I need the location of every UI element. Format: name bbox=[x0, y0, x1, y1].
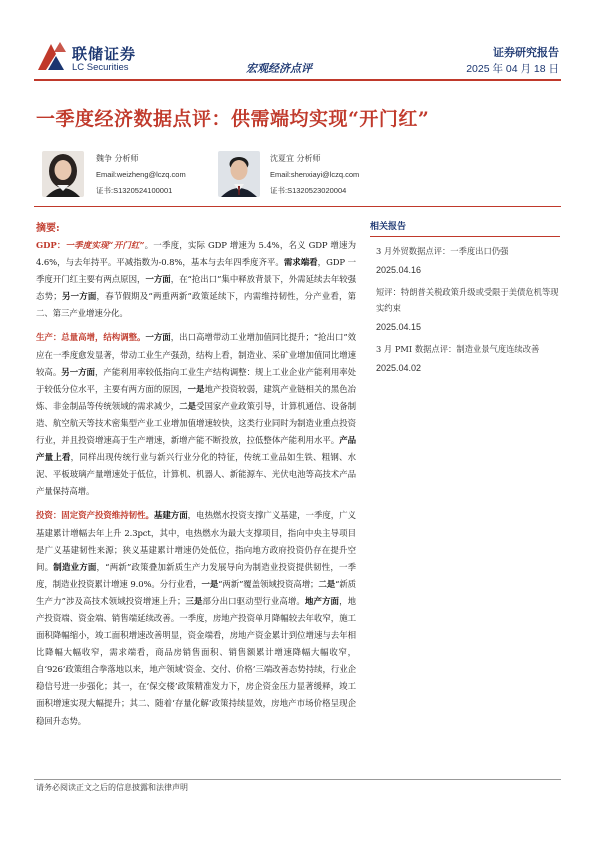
gdp-keyword: 一方面 bbox=[145, 274, 171, 285]
summary-section bbox=[36, 219, 356, 737]
related-report-date: 2025.04.02 bbox=[376, 363, 422, 373]
investment-text: “两新”覆盖领域投资高增； bbox=[218, 578, 319, 589]
related-report-item[interactable] bbox=[370, 284, 560, 332]
production-text: ，同样出现传统行业与新兴行业分化的特征，传统工业品如生铁、粗钢、水泥、平板玻璃产量增速处于低位，计算机、机器人、新能源车、光伏电池等高技术产品产量保持高增。 bbox=[36, 452, 356, 497]
investment-keyword: 地产方面 bbox=[304, 595, 340, 606]
analyst-photo-2 bbox=[218, 151, 260, 197]
paragraph-production bbox=[36, 329, 356, 500]
related-report-date: 2025.04.15 bbox=[376, 322, 422, 332]
analyst-email-1[interactable]: Email:weizheng@lczq.com bbox=[96, 170, 186, 179]
gdp-head-em: 一季度实现“开门红” bbox=[65, 240, 145, 250]
investment-text: 部分出口驱动型行业高增。 bbox=[202, 595, 305, 606]
investment-text: ，电热燃水投资支撑广义基建，一季度，广义基建累计增幅去年上升 2.3pct，其中，电热燃水为最大支撑项目，指向中央主导项目是广义基建韧性来源；狭义基建累计增速仍处低位，指向地方政府投资仍存在提升空间。 bbox=[36, 510, 356, 572]
investment-keyword: 制造业方面 bbox=[53, 561, 97, 572]
investment-keyword: 三是 bbox=[185, 595, 203, 606]
production-text: 地产投资较弱，建筑产业链相关的黑色冶炼、非金制品等传统领域的需求减少， bbox=[36, 383, 356, 411]
production-keyword: 一方面 bbox=[145, 332, 171, 343]
gdp-head: GDP： bbox=[36, 240, 66, 250]
gdp-text: 。一季度，实际 GDP 增速为 5.4%，名义 GDP 增速为 4.6%，与去年持平。平减指数为-0.8%，基本与去年四季度齐平。 bbox=[36, 240, 356, 268]
related-report-date: 2025.04.16 bbox=[376, 265, 422, 275]
investment-keyword: 基建方面 bbox=[153, 510, 188, 521]
company-logo bbox=[34, 40, 144, 76]
header-divider bbox=[34, 79, 561, 81]
investment-head: 投资：固定资产投资维持韧性。 bbox=[36, 510, 154, 521]
related-report-item[interactable] bbox=[370, 243, 560, 275]
gdp-text: ，在“抢出口”集中释放背景下，外需延续去年较强态势； bbox=[36, 274, 357, 302]
related-reports bbox=[370, 219, 560, 382]
report-type: 证券研究报告 bbox=[493, 46, 559, 59]
paragraph-gdp bbox=[36, 237, 356, 322]
investment-text: ，“两新”政策叠加新质生产力发展导向为制造业投资提供韧性，一季度，制造业投资累计增速 9.0%。分行业看， bbox=[36, 561, 356, 589]
production-head: 生产：总量高增，结构调整。 bbox=[36, 332, 146, 343]
production-keyword: 一是 bbox=[187, 383, 205, 394]
logo-text-cn: 联储证券 bbox=[72, 45, 137, 63]
report-category: 宏观经济点评 bbox=[246, 62, 312, 75]
analyst-photo-1 bbox=[42, 151, 84, 197]
related-report-item[interactable] bbox=[370, 341, 560, 373]
logo-icon bbox=[34, 40, 68, 74]
footer-divider bbox=[34, 779, 561, 780]
production-keyword: 二是 bbox=[179, 400, 197, 411]
investment-text: ，地产投资端、资金端、销售端延续改善。一季度，房地产投资单月降幅较去年收窄，施工面积降幅缩小，竣工面积增速改善明显，资金端看，房地产资金累计到位增速与去年相比降幅大幅收窄，需求端看，商品房销售面积、销售额累计增速降幅大幅收窄，自‘926’政策组合拳落地以来，地产领域‘资金、交付、价格’三端改善态势持续，行业企稳信号进一步强化；其一，在‘保交楼’政策精准发力下，房企资金压力显著缓释，竣工面积增速实现大幅提升；其二、随着‘存量化解’政策持续显效，房地产市场价格呈现企稳回升态势。 bbox=[36, 595, 356, 726]
production-text: ，出口高增带动工业增加值同比提升；“抢出口”效应在一季度愈发显著，带动工业生产强劲，结构上看，制造业、采矿业增加值同比增速较高。 bbox=[36, 332, 356, 377]
related-reports-title: 相关报告 bbox=[370, 219, 560, 237]
analyst-name-2: 沈夏宜 分析师 bbox=[270, 154, 321, 163]
production-text: ，产能利用率较低指向工业生产结构调整：规上工业企业产能利用率处于较低分位水平，主要有两方面的原因， bbox=[36, 366, 357, 394]
gdp-text: ，春节假期及“两重两新”政策延续下，内需维持韧性，分产业看，第二、第三产业增速分化。 bbox=[36, 291, 357, 319]
analyst-card-2 bbox=[218, 151, 398, 201]
related-report-title[interactable]: 3 月外贸数据点评：一季度出口仍强 bbox=[376, 246, 509, 256]
logo-text-en: LC Securities bbox=[72, 62, 129, 73]
summary-title: 摘要: bbox=[36, 223, 60, 234]
gdp-keyword: 需求端看 bbox=[283, 257, 318, 268]
analyst-email-2[interactable]: Email:shenxiayi@lczq.com bbox=[270, 170, 360, 179]
footer-disclaimer: 请务必阅读正文之后的信息披露和法律声明 bbox=[36, 783, 188, 792]
investment-keyword: 一是 bbox=[201, 578, 219, 589]
investment-keyword: 二是 bbox=[318, 578, 336, 589]
related-report-title[interactable]: 短评：特朗普关税政策升级或受限于美债危机等现实约束 bbox=[376, 287, 559, 313]
paragraph-investment bbox=[36, 507, 356, 729]
production-text: 受国家产业政策引导，计算机通信、设备制造、航空航天等技术密集型产业工业增加值增速较快，这类行业同时为制造业重点投资行业，并且投资增速高于生产增速，新增产能不断投放，拉低整体产能利用水平。 bbox=[36, 400, 356, 446]
page-title: 一季度经济数据点评：供需端均实现“开门红” bbox=[36, 108, 430, 130]
analyst-card-1 bbox=[42, 151, 222, 201]
production-keyword: 另一方面 bbox=[61, 366, 95, 377]
analyst-cert-2: 证书:S1320523020004 bbox=[270, 186, 347, 195]
related-report-title[interactable]: 3 月 PMI 数据点评：制造业景气度连续改善 bbox=[376, 344, 540, 354]
report-date: 2025 年 04 月 18 日 bbox=[466, 63, 559, 75]
analyst-name-1: 魏争 分析师 bbox=[96, 154, 139, 163]
gdp-keyword: 另一方面 bbox=[61, 291, 97, 302]
section-divider bbox=[34, 206, 561, 207]
analyst-cert-1: 证书:S1320524100001 bbox=[96, 186, 173, 195]
gdp-text: ，GDP 一季度开门红主要有两点原因， bbox=[36, 257, 356, 285]
investment-text: “新质生产力”涉及高技术领域投资增速上升； bbox=[36, 578, 356, 606]
production-keyword: 产品产量上看 bbox=[36, 435, 356, 463]
